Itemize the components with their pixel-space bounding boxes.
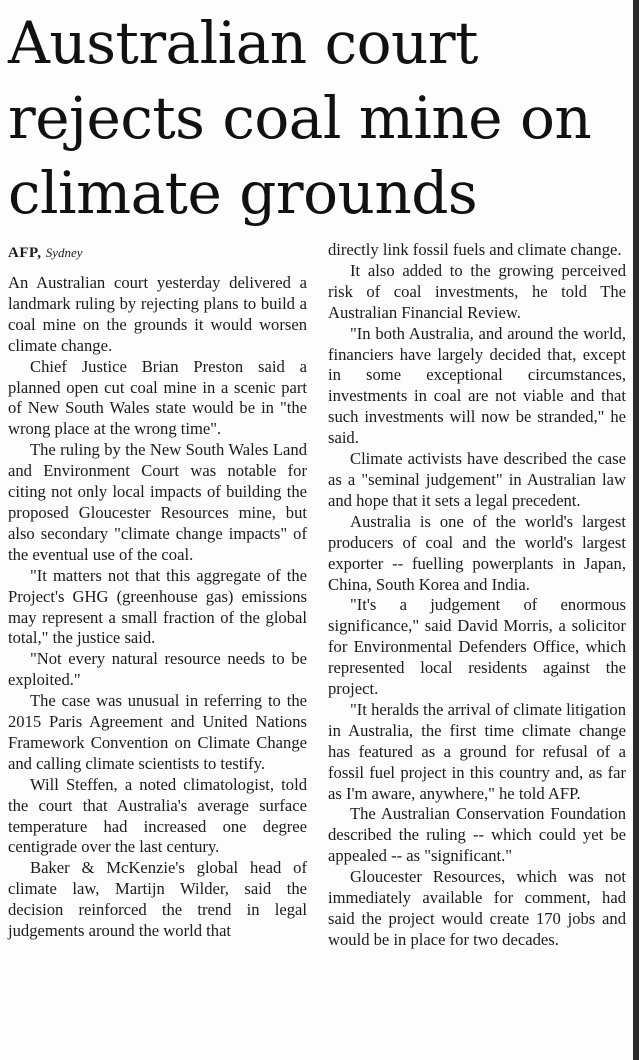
headline bbox=[8, 6, 632, 231]
paragraph: Gloucester Resources, which was not immediately available for comment, had said the project would create 170 jobs and would be in place for two decades. bbox=[328, 867, 626, 949]
byline-city: Sydney bbox=[45, 245, 83, 260]
article-column-left bbox=[8, 240, 307, 942]
headline-line: climate grounds bbox=[8, 159, 478, 227]
paragraph: "In both Australia, and around the world, financiers have largely decided that, except in some exceptional circumstances, investments in coal are not viable and that such investments will now be stranded," he said. bbox=[328, 323, 626, 448]
paragraph: "It heralds the arrival of climate litigation in Australia, the first time climate change has featured as a ground for refusal of a fossil fuel project in this country and, as far as I'm aware, anywhere," he told AFP. bbox=[328, 699, 626, 803]
paragraph: An Australian court yesterday delivered a landmark ruling by rejecting plans to build a coal mine on the grounds it would worsen climate change. bbox=[8, 273, 307, 355]
paragraph: The ruling by the New South Wales Land and Environment Court was notable for citing not only local impacts of building the proposed Gloucester Resources mine, but also secondary "climate change impacts" of the eventual use of the coal. bbox=[8, 440, 307, 564]
paragraph: Climate activists have described the case as a "seminal judgement" in Australian law and hope that it sets a legal precedent. bbox=[328, 449, 626, 510]
paragraph: Will Steffen, a noted climatologist, told the court that Australia's average surface temperature had increased one degree centigrade over the last century. bbox=[8, 774, 307, 857]
paragraph: Australia is one of the world's largest producers of coal and the world's largest exporter -- fuelling powerplants in Japan, China, South Korea and India. bbox=[328, 511, 626, 594]
paragraph: "It matters not that this aggregate of the Project's GHG (greenhouse gas) emissions may represent a small fraction of the global total," the justice said. bbox=[8, 565, 307, 648]
paragraph: Baker & McKenzie's global head of climate law, Martijn Wilder, said the decision reinforced the trend in legal judgements around the world that bbox=[8, 858, 307, 941]
paragraph: The case was unusual in referring to the 2015 Paris Agreement and United Nations Framework Convention on Climate Change and calling climate scientists to testify. bbox=[8, 691, 307, 773]
article-column-right bbox=[328, 240, 626, 951]
paragraph: Chief Justice Brian Preston said a planned open cut coal mine in a scenic part of New South Wales state would be in "the wrong place at the wrong time". bbox=[8, 356, 307, 439]
paragraph: The Australian Conservation Foundation described the ruling -- which could yet be appealed -- as "significant." bbox=[328, 804, 626, 866]
byline-agency: AFP, bbox=[8, 245, 42, 261]
paragraph: "Not every natural resource needs to be exploited." bbox=[8, 649, 307, 690]
paragraph: It also added to the growing perceived risk of coal investments, he told The Australian Financial Review. bbox=[328, 260, 626, 322]
headline-line: rejects coal mine on bbox=[8, 84, 592, 152]
paragraph-continuation: directly link fossil fuels and climate change. bbox=[328, 240, 622, 259]
byline bbox=[8, 240, 307, 273]
headline-line: Australian court bbox=[8, 9, 478, 77]
paragraph: "It's a judgement of enormous significance," said David Morris, a solicitor for Environmental Defenders Office, which represented local residents against the project. bbox=[328, 595, 626, 699]
